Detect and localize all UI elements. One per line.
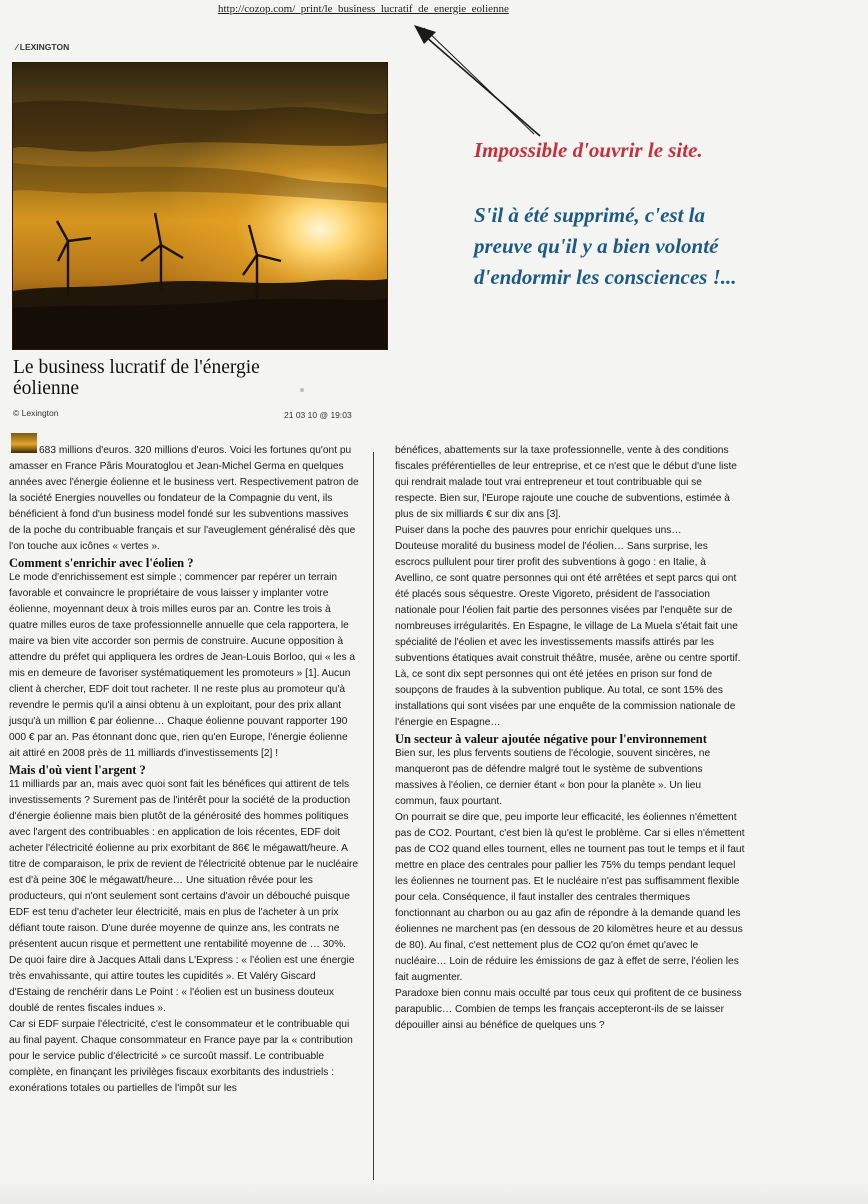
- article-title-line: Le business lucratif de l'énergie: [13, 357, 260, 378]
- section-heading: Un secteur à valeur ajoutée négative pour l'environnement: [395, 732, 707, 746]
- column-divider: [373, 452, 374, 1180]
- paragraph: Douteuse moralité du business model de l'éolien… Sans surprise, les escrocs pullulent pour tirer profit des subventions à gogo : en Italie, à Avellino, ce sont quatre personnes qui ont été arrêtées et sept parcs qui ont été placés sous séquestre. Oreste Vigoreto, président de l'association nationale pour l'éolien fait partie des personnes visées par l'enquête sur de nombreuses irrégularités. En Espagne, le village de La Muela s'était fait une spécialité de l'éolien et avec les investissements massifs attirés par les subventions étatiques avait construit théâtre, musée, arène ou centre sportif. Là, ce sont dix sept personnes qui ont été jetées en prison sur fond de soupçons de fraudes à la subvention publique. Au total, ce sont 15% des installations qui sont visées par une enquête de la commission nationale de l'énergie en Espagne…: [395, 541, 741, 728]
- article-author: © Lexington: [13, 408, 59, 418]
- article-column-left: [9, 443, 359, 1097]
- paragraph: Paradoxe bien connu mais occulté par tous ceux qui profitent de ce business parapublic… Combien de temps les français accepteront-ils de se laisser dépouiller ainsi au bénéfice de quelques uns ?: [395, 988, 742, 1031]
- article-title: [13, 357, 353, 399]
- paragraph: Bien sur, les plus fervents soutiens de l'écologie, souvent sincères, ne manqueront pas de défendre malgré tout le système de subventions massives à l'éolien, ce dernier étant « bon pour la planète ». Un lieu commun, faux pourtant.: [395, 748, 711, 807]
- paragraph: Le mode d'enrichissement est simple ; commencer par repérer un terrain favorable et convaincre le propriétaire de vous laisser y implanter votre éolienne, moyennant deux à trois milles euros par an. Contre les trois à quatre milles euros de taxe professionnelle annuelle que cela rapportera, le maire va bien vite accorder son permis de construire. Aucune opposition à attendre du préfet qui appliquera les ordres de Jean-Louis Borloo, qui « les a mis en demeure de favoriser systématiquement les promoteurs » [1]. Aucun client à chercher, EDF doit tout racheter. Il ne reste plus au promoteur qu'à revendre le permis qu'il a ainsi obtenu à un exploitant, pour des prix allant jusqu'à un million € par éolienne… Chaque éolienne pouvant rapporter 190 000 € par an. Pas étonnant donc que, rien qu'en Europe, l'énergie éolienne ait attiré en 2008 près de 11 milliards d'investissements [2] !: [9, 572, 356, 759]
- section-heading: Comment s'enrichir avec l'éolien ?: [9, 556, 194, 570]
- arrow-annotation: [400, 14, 545, 139]
- page-url[interactable]: http://cozop.com/_print/le_business_lucratif_de_energie_eolienne: [218, 3, 509, 15]
- article-column-right: [395, 443, 745, 1034]
- paragraph: Car si EDF surpaie l'électricité, c'est le consommateur et le contribuable qui au final payent. Chaque consommateur en France paye par la « contribution pour le service public d'électricité » ce surcoût massif. Le contribuable complète, en finançant les privilèges fiscaux exorbitants des industriels : exonérations totales ou partielles de l'impôt sur les: [9, 1019, 353, 1094]
- source-tag: ⁄ LEXINGTON: [16, 42, 70, 52]
- annotation-line: S'il à été supprimé, c'est la: [474, 203, 705, 227]
- annotation-title: Impossible d'ouvrir le site.: [474, 138, 703, 162]
- wind-turbines-photo: [12, 62, 388, 350]
- annotation-line: d'endormir les consciences !...: [474, 265, 737, 289]
- scan-speck: [300, 388, 304, 392]
- scan-edge: [0, 1178, 868, 1204]
- paragraph: 11 milliards par an, mais avec quoi sont fait les bénéfices qui attirent de tels investissements ? Surement pas de l'intérêt pour la société de la production d'énergie éolienne mais bien plutôt de la générosité des hommes politiques avec l'argent des contribuables : en application de lois récentes, EDF doit acheter l'électricité éolienne au prix exorbitant de 86€ le mégawatt/heure. A titre de comparaison, le prix de revient de l'électricité obtenue par le nucléaire est d'à peine 30€ le mégawatt/heure… Une situation rêvée pour les producteurs, qui n'ont seulement sont certains d'avoir un débouché puisque EDF est tenu d'acheter leur électricité, mais en plus de l'acheter à un prix défiant toute raison. D'une durée moyenne de quinze ans, les contrats ne présentent aucun risque et permettent une rentabilité moyenne de … 30%. De quoi faire dire à Jacques Attali dans L'Express : « l'éolien est une énergie très envahissante, qui attire toutes les cupidités ». Et Valéry Giscard d'Estaing de renchérir dans Le Point : « l'éolien est un business douteux doublé de rentes fiscales indues ».: [9, 779, 359, 1014]
- paragraph: bénéfices, abattements sur la taxe professionnelle, vente à des conditions fiscales préférentielles de leur entreprise, et ce n'est que le début d'une liste qui rendrait malade tout vrai entrepreneur et tout contribuable qui se respecte. Bien sur, l'Europe rajoute une couche de subventions, estimée à plus de six milliards € sur dix ans [3].: [395, 445, 737, 520]
- article-title-line: éolienne: [13, 378, 80, 399]
- article-date: 21 03 10 @ 19:03: [284, 410, 352, 420]
- annotation-comment: [474, 200, 864, 293]
- section-heading: Mais d'où vient l'argent ?: [9, 763, 146, 777]
- paragraph: 683 millions d'euros. 320 millions d'euros. Voici les fortunes qu'ont pu amasser en France Pâris Mouratoglou et Jean-Michel Germa en quelques années avec l'énergie éolienne et le business vert. Respectivement patron de la société Energies nouvelles ou fondateur de la Compagnie du vent, ils bénéficient à fond d'un business model fondé sur les subventions massives de la poche du contribuable français et sur l'aveuglement généralisé dès que l'on touche aux icônes « vertes ».: [9, 445, 359, 552]
- paragraph: Puiser dans la poche des pauvres pour enrichir quelques uns…: [395, 525, 682, 536]
- annotation-line: preuve qu'il y a bien volonté: [474, 234, 719, 258]
- paragraph: On pourrait se dire que, peu importe leur efficacité, les éoliennes n'émettent pas de CO2. Pourtant, c'est bien là qu'est le problème. Car si elles n'émettent pas de CO2 quand elles tournent, elles ne tournent pas tout le temps et il faut mettre en place des centrales pour pallier les 75% du temps pendant lequel les éoliennes ne tournent pas. Et le nucléaire n'est pas suffisamment flexible pour cela. Conséquence, il faut installer des centrales thermiques fonctionnant au charbon ou au gaz afin de répondre à la demande quand les éoliennes ne marchent pas (en dessous de 20 kilomètres heure et au dessus de 80). Au final, c'est nettement plus de CO2 qu'on émet qu'avec le nucléaire… Loin de réduire les émissions de gaz à effet de serre, l'éolien les fait augmenter.: [395, 812, 745, 983]
